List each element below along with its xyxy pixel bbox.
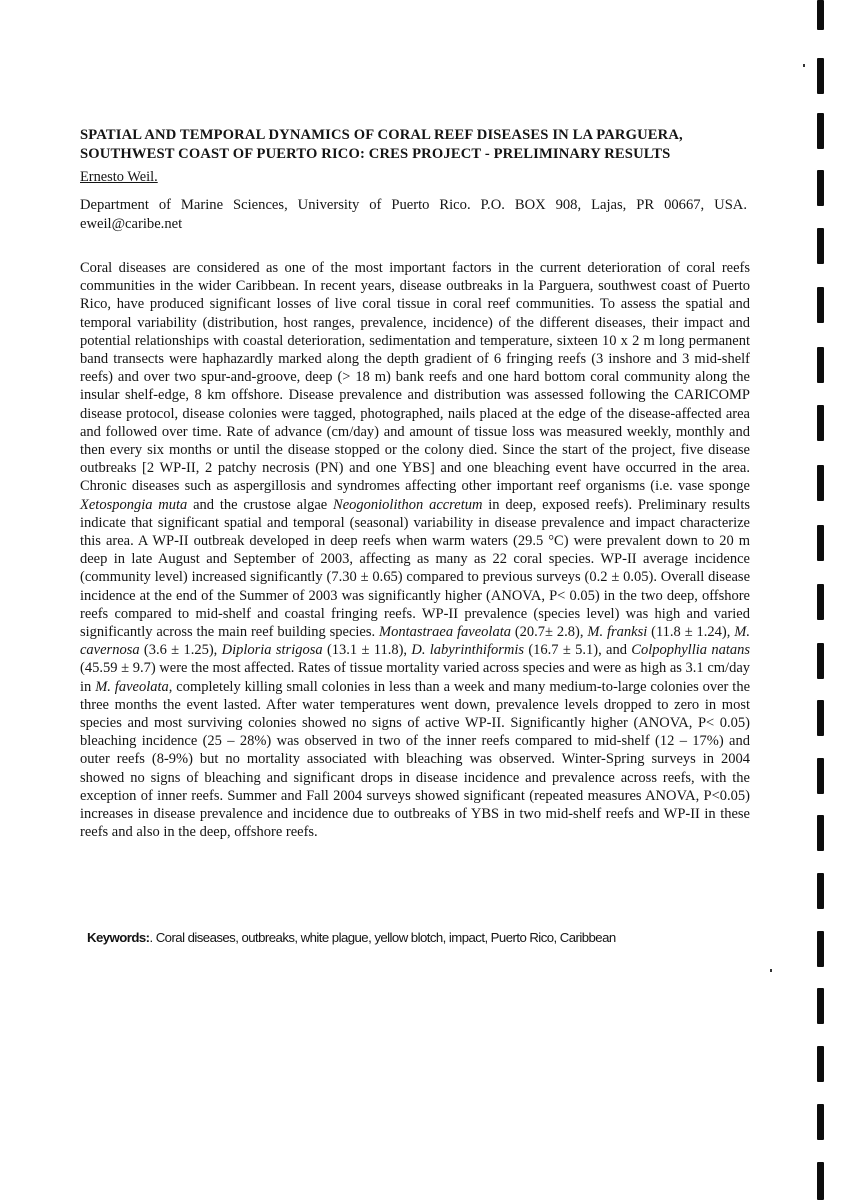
keywords-line — [87, 930, 727, 945]
species-name: Diploria strigosa — [221, 642, 323, 659]
binding-mark — [817, 287, 824, 323]
scan-speck — [770, 969, 772, 972]
binding-mark — [817, 643, 824, 679]
abstract-text: (3.6 ± 1.25), — [139, 642, 222, 659]
binding-mark — [817, 873, 824, 909]
abstract-text: , completely killing small colonies in less than a week and many medium-to-large colonies over the three months the event lasted. After water temperatures went down, prevalence levels dropped to zero in most species and most surviving colonies showed no signs of active WP-II. Significantly higher (ANOVA, P< 0.05) bleaching incidence (25 – 28%) was observed in two of the inner reefs compared to mid-shelf (12 – 17%) and outer reefs (8-9%) but no mortality associated with bleaching was observed. Winter-Spring surveys in 2004 showed no signs of bleaching and significant drops in disease incidence and prevalence across reefs, with the exception of inner reefs. Summer and Fall 2004 surveys showed significant (repeated measures ANOVA, P<0.05) increases in disease prevalence and incidence due to outbreaks of YBS in two mid-shelf reefs and WP-II in these reefs and also in the deep, offshore reefs. — [80, 678, 750, 841]
abstract-text: Coral diseases are considered as one of the most important factors in the current deterioration of coral reefs communities in the wider Caribbean. In recent years, disease outbreaks in la Parguera, southwest coast of Puerto Rico, have produced significant losses of live coral tissue in coral reef communities. To assess the spatial and temporal variability (distribution, host ranges, prevalence, incidence) of the different diseases, their impact and potential relationships with coastal deterioration, sedimentation and temperature, sixteen 10 x 2 m long permanent band transects were haphazardly marked along the depth gradient of 6 fringing reefs (3 inshore and 3 mid-shelf reefs) and over two spur-and-groove, deep (> 18 m) bank reefs and one hard bottom coral community along the insular shelf-edge, 8 km offshore. Disease prevalence and distribution was assessed following the CARICOMP disease protocol, disease colonies were tagged, photographed, nails placed at the edge of the disease-affected area and followed over time. Rate of advance (cm/day) and amount of tissue loss was measured weekly, monthly and then every six months or until the disease stopped or the colony died. Since the start of the project, five disease outbreaks [2 WP-II, 2 patchy necrosis (PN) and one YBS] and one bleaching event have occurred in the area. Chronic diseases such as aspergillosis and syndromes affecting other important reef organisms (i.e. vase sponge — [80, 260, 750, 495]
species-name: Colpophyllia natans — [631, 642, 750, 659]
keywords-label: Keywords: — [87, 930, 150, 945]
abstract-text: (20.7± 2.8), — [510, 624, 588, 641]
abstract-text: in deep, exposed reefs). Preliminary results indicate that significant spatial and temporal (seasonal) variability in disease prevalence and impact characterize this area. A WP-II outbreak developed in deep reefs when warm waters (29.5 °C) were prevalent down to 20 m deep in late August and September of 2003, affecting as many as 22 coral species. WP-II average incidence (community level) increased significantly (7.30 ± 0.65) compared to previous surveys (0.2 ± 0.05). Overall disease incidence at the end of the Summer of 2003 was significantly higher (ANOVA, P< 0.05) in the two deep, offshore reefs compared to mid-shelf and coastal fringing reefs. WP-II prevalence (species level) was high and varied significantly across the main reef building species. — [80, 496, 750, 641]
binding-mark — [817, 58, 824, 94]
binding-mark — [817, 1046, 824, 1082]
binding-mark — [817, 170, 824, 206]
species-name: M. franksi — [587, 624, 648, 641]
author-affiliation: Department of Marine Sciences, University of Puerto Rico. P.O. BOX 908, Lajas, PR 00667, USA. eweil@caribe.net — [80, 197, 747, 232]
paper-title: SPATIAL AND TEMPORAL DYNAMICS OF CORAL REEF DISEASES IN LA PARGUERA, SOUTHWEST COAST OF PUERTO RICO: CRES PROJECT - PRELIMINARY RESULTS — [80, 127, 683, 162]
binding-mark — [817, 758, 824, 794]
abstract-text: (11.8 ± 1.24), — [647, 624, 735, 641]
binding-mark — [817, 931, 824, 967]
species-name: Montastraea faveolata — [379, 624, 511, 641]
abstract-text: (45.59 ± 9.7) were the most affected. Rates of tissue mortality varied across species and were as high as 3.1 cm/day in — [80, 660, 750, 695]
species-name: M. cavernosa — [80, 624, 750, 659]
binding-mark — [817, 700, 824, 736]
binding-mark — [817, 113, 824, 149]
species-name: M. faveolata — [95, 678, 169, 695]
binding-mark — [817, 0, 824, 30]
binding-mark — [817, 988, 824, 1024]
binding-mark — [817, 1162, 824, 1200]
abstract-text: (13.1 ± 11.8), — [322, 642, 412, 659]
binding-mark — [817, 815, 824, 851]
abstract-text: (16.7 ± 5.1), and — [524, 642, 632, 659]
author-name: Ernesto Weil. — [80, 169, 158, 185]
keywords-text: . Coral diseases, outbreaks, white plague, yellow blotch, impact, Puerto Rico, Caribbean — [149, 930, 616, 945]
species-name: Neogoniolithon accretum — [333, 496, 483, 513]
scan-speck — [803, 64, 805, 67]
abstract-text: and the crustose algae — [187, 496, 334, 513]
species-name: Xetospongia muta — [80, 496, 188, 513]
abstract-body — [80, 259, 750, 842]
binding-mark — [817, 465, 824, 501]
binding-mark — [817, 347, 824, 383]
binding-mark — [817, 525, 824, 561]
binding-mark — [817, 228, 824, 264]
binding-mark — [817, 584, 824, 620]
binding-mark — [817, 1104, 824, 1140]
binding-mark — [817, 405, 824, 441]
species-name: D. labyrinthiformis — [411, 642, 525, 659]
